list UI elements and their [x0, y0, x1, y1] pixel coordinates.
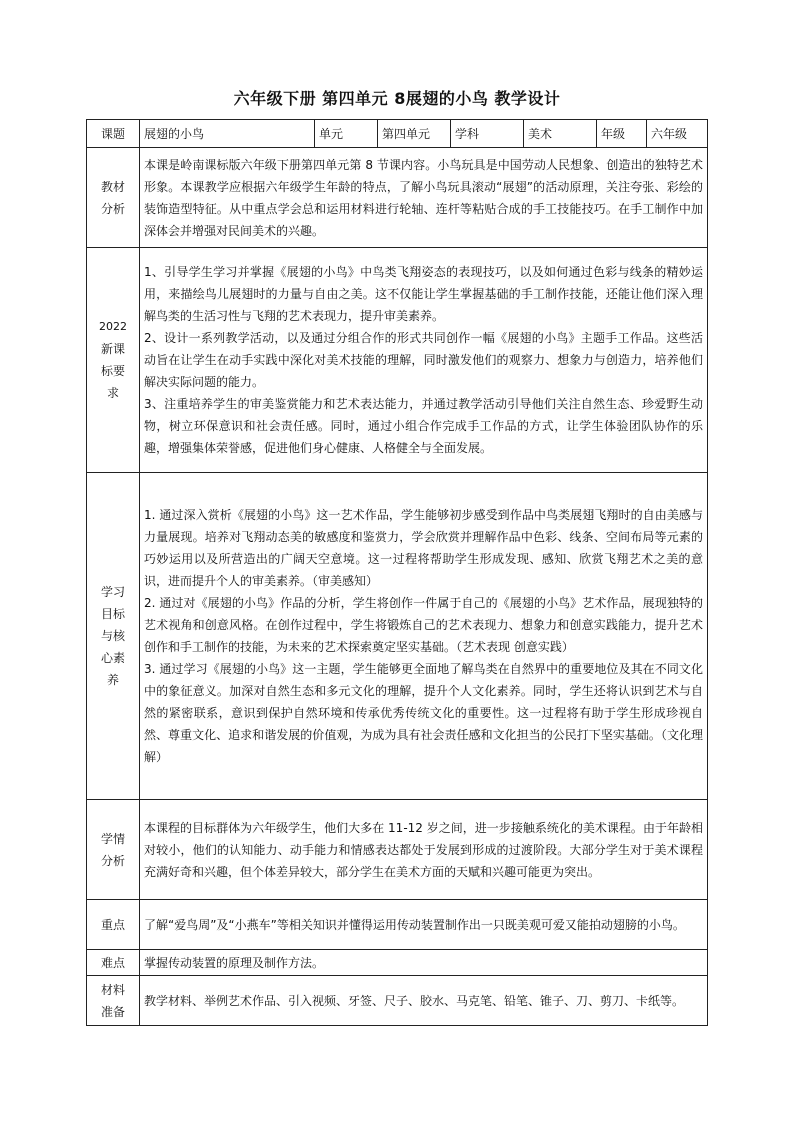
row-label: 学习目标与核心素养	[87, 473, 140, 800]
course-label: 课题	[87, 120, 140, 148]
row-label: 难点	[87, 950, 140, 976]
paragraph: 1、引导学生学习并掌握《展翅的小鸟》中鸟类飞翔姿态的表现技巧，以及如何通过色彩与线条的精妙运用，来描绘鸟儿展翅时的力量与自由之美。这不仅能让学生掌握基础的手工制作技能，还能让他们深入理解鸟类的生活习性与飞翔的艺术表现力，提升审美素养。	[144, 265, 703, 323]
paragraph: 2. 通过对《展翅的小鸟》作品的分析，学生将创作一件属于自己的《展翅的小鸟》艺术作品，展现独特的艺术视角和创意风格。在创作过程中，学生将锻炼自己的艺术表现力、想象力和创意实践能力，提升艺术创作和手工制作的技能，为未来的艺术探索奠定坚实基础。（艺术表现 创意实践）	[144, 596, 703, 654]
textbook-analysis-row	[87, 148, 708, 248]
row-content	[140, 248, 708, 473]
curriculum-standard-row	[87, 248, 708, 473]
student-analysis-row	[87, 800, 708, 900]
row-label: 2022 新课标要求	[87, 248, 140, 473]
row-content	[140, 976, 708, 1026]
unit-value: 第四单元	[378, 120, 451, 148]
lesson-plan-table	[86, 119, 708, 1026]
paragraph: 掌握传动装置的原理及制作方法。	[144, 955, 325, 970]
paragraph: 2、设计一系列教学活动，以及通过分组合作的形式共同创作一幅《展翅的小鸟》主题手工作品。这些活动旨在让学生在动手实践中深化对美术技能的理解，同时激发他们的观察力、想象力与创造力，培养他们解决实际问题的能力。	[144, 331, 703, 389]
unit-label: 单元	[315, 120, 378, 148]
paragraph: 3、注重培养学生的审美鉴赏能力和艺术表达能力，并通过教学活动引导他们关注自然生态、珍爱野生动物，树立环保意识和社会责任感。同时，通过小组合作完成手工作品的方式，让学生体验团队协作的乐趣，增强集体荣誉感，促进他们身心健康、人格健全与全面发展。	[144, 397, 703, 455]
grade-value: 六年级	[647, 120, 708, 148]
row-content	[140, 800, 708, 900]
row-label: 重点	[87, 900, 140, 950]
header-row	[87, 120, 708, 148]
paragraph: 3. 通过学习《展翅的小鸟》这一主题，学生能够更全面地了解鸟类在自然界中的重要地位及其在不同文化中的象征意义。加深对自然生态和多元文化的理解，提升个人文化素养。同时，学生还将认识到艺术与自然的紧密联系，意识到保护自然环境和传承优秀传统文化的重要性。这一过程将有助于学生形成珍视自然、尊重文化、追求和谐发展的价值观，为成为具有社会责任感和文化担当的公民打下坚实基础。（文化理解）	[144, 662, 703, 764]
course-value: 展翅的小鸟	[140, 120, 315, 148]
paragraph: 1. 通过深入赏析《展翅的小鸟》这一艺术作品，学生能够初步感受到作品中鸟类展翅飞翔时的自由美感与力量展现。培养对飞翔动态美的敏感度和鉴赏力，学会欣赏并理解作品中色彩、线条、空间布局等元素的巧妙运用以及所营造出的广阔天空意境。这一过程将帮助学生形成发现、感知、欣赏飞翔艺术之美的意识，进而提升个人的审美素养。（审美感知）	[144, 508, 703, 588]
page-title: 六年级下册 第四单元 8展翅的小鸟 教学设计	[233, 89, 561, 108]
paragraph: 教学材料、举例艺术作品、引入视频、牙签、尺子、胶水、马克笔、铅笔、锥子、刀、剪刀、卡纸等。	[144, 993, 685, 1008]
grade-label: 年级	[597, 120, 647, 148]
subject-value: 美术	[524, 120, 597, 148]
row-content	[140, 900, 708, 950]
row-label: 材料准备	[87, 976, 140, 1026]
paragraph: 本课是岭南课标版六年级下册第四单元第 8 节课内容。小鸟玩具是中国劳动人民想象、创造出的独特艺术形象。本课教学应根据六年级学生年龄的特点，了解小鸟玩具滚动“展翅”的活动原理，关注夸张、彩绘的装饰造型特征。从中重点学会总和运用材料进行轮轴、连杆等粘贴合成的手工技能技巧。在手工制作中加深体会并增强对民间美术的兴趣。	[144, 157, 703, 238]
materials-row	[87, 976, 708, 1026]
paragraph: 本课程的目标群体为六年级学生，他们大多在 11-12 岁之间，进一步接触系统化的美术课程。由于年龄相对较小，他们的认知能力、动手能力和情感表达都处于发展到形成的过渡阶段。大部分学生对于美术课程充满好奇和兴趣，但个体差异较大，部分学生在美术方面的天赋和兴趣可能更为突出。	[144, 820, 703, 879]
difficulty-row	[87, 950, 708, 976]
row-label: 教材分析	[87, 148, 140, 248]
row-label-year: 2022	[99, 320, 127, 333]
row-content	[140, 148, 708, 248]
key-point-row	[87, 900, 708, 950]
row-content	[140, 473, 708, 800]
subject-label: 学科	[451, 120, 524, 148]
paragraph: 了解“爱鸟周”及“小燕车”等相关知识并懂得运用传动装置制作出一只既美观可爱又能拍动翅膀的小鸟。	[144, 917, 685, 932]
learning-objectives-row	[87, 473, 708, 800]
row-content	[140, 950, 708, 976]
row-label: 学情分析	[87, 800, 140, 900]
